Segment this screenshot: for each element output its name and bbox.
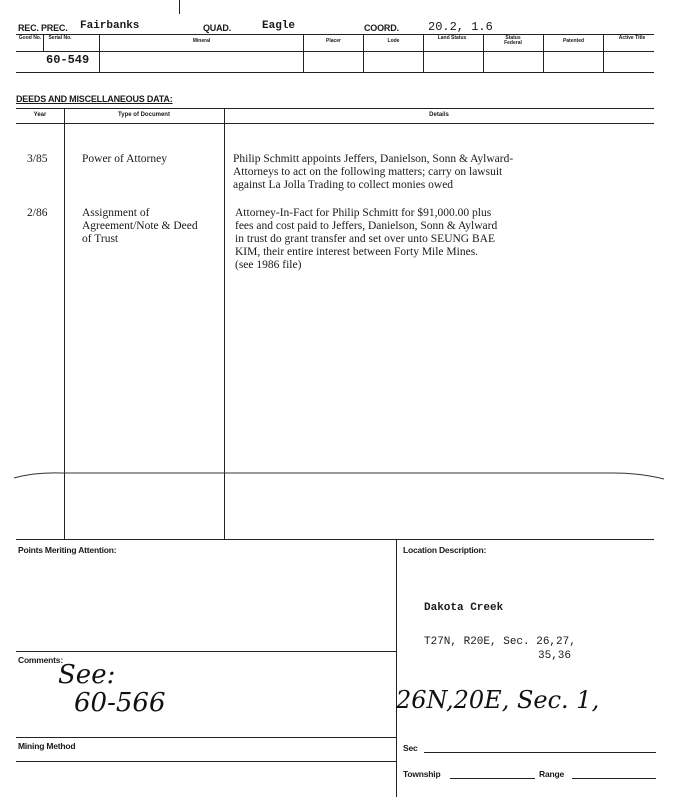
header-bottom-rule bbox=[16, 72, 654, 73]
coord-label: COORD. bbox=[364, 23, 399, 33]
col-active-title: Active Title bbox=[618, 35, 646, 41]
col-details: Details bbox=[429, 112, 449, 118]
comments-handwritten-ref: 60-566 bbox=[74, 688, 166, 718]
col-sep bbox=[423, 34, 424, 72]
range-field-line bbox=[572, 778, 656, 779]
section-label: Sec bbox=[403, 743, 418, 753]
entry-detail-line: Philip Schmitt appoints Jeffers, Danielson, Sonn & Aylward- bbox=[233, 153, 514, 165]
col-sep bbox=[43, 34, 44, 51]
rec-prec-label: REC. PREC. bbox=[18, 23, 68, 33]
entry-detail-line: (see 1986 file) bbox=[235, 259, 302, 271]
mining-method-label: Mining Method bbox=[18, 741, 76, 751]
entry-detail-line: Attorneys to act on the following matters; carry on lawsuit bbox=[233, 166, 503, 178]
mining-bottom-rule bbox=[16, 761, 396, 762]
quad-label: QUAD. bbox=[203, 23, 231, 33]
col-sep bbox=[483, 34, 484, 72]
deeds-section-title: DEEDS AND MISCELLANEOUS DATA: bbox=[16, 94, 173, 104]
points-meriting-label: Points Meriting Attention: bbox=[18, 545, 117, 555]
fold-line bbox=[0, 455, 678, 495]
location-description-label: Location Description: bbox=[403, 545, 487, 555]
township-label: Township bbox=[403, 769, 441, 779]
entry-type-line: Assignment of bbox=[82, 207, 150, 219]
quad-value: Eagle bbox=[262, 20, 296, 32]
entry-year: 3/85 bbox=[27, 153, 48, 165]
section-field-line bbox=[424, 752, 656, 753]
col-good-no: Good No. bbox=[18, 35, 42, 41]
header-rule bbox=[16, 34, 654, 35]
col-serial-no: Serial No. bbox=[48, 35, 72, 41]
entry-detail-line: KIM, their entire interest between Forty Mile Mines. bbox=[235, 246, 479, 258]
deeds-top-rule bbox=[16, 108, 654, 109]
col-status-federal: Status Federal bbox=[504, 35, 522, 46]
entry-type-line: Power of Attorney bbox=[82, 153, 167, 165]
location-line-2: 35,36 bbox=[538, 650, 572, 662]
col-type-of-document: Type of Document bbox=[118, 112, 170, 118]
entry-detail-line: fees and cost paid to Jeffers, Danielson, Sonn & Aylward bbox=[235, 220, 498, 232]
comments-rule bbox=[16, 651, 396, 652]
entry-detail-line: in trust do grant transfer and set over unto SEUNG BAE bbox=[235, 233, 495, 245]
entry-detail-line: against La Jolla Trading to collect monies owed bbox=[233, 179, 454, 191]
deeds-bottom-rule bbox=[16, 539, 654, 540]
location-line-1: T27N, R20E, Sec. 26,27, bbox=[424, 636, 576, 648]
col-land-status: Land Status bbox=[437, 35, 467, 41]
deeds-header-rule bbox=[16, 123, 654, 124]
col-year: Year bbox=[33, 112, 47, 118]
serial-number-value: 60-549 bbox=[46, 53, 90, 67]
range-label: Range bbox=[539, 769, 564, 779]
coord-value: 20.2, 1.6 bbox=[428, 20, 493, 34]
location-name: Dakota Creek bbox=[424, 602, 504, 614]
township-field-line bbox=[450, 778, 535, 779]
entry-type-line: Agreement/Note & Deed bbox=[82, 220, 198, 232]
entry-type-line: of Trust bbox=[82, 233, 119, 245]
tick-mark bbox=[179, 0, 180, 14]
col-patented: Patented bbox=[562, 38, 585, 44]
mining-rule bbox=[16, 737, 396, 738]
header-col-rule bbox=[16, 51, 654, 52]
col-lode: Lode bbox=[387, 38, 400, 44]
lower-col-sep bbox=[396, 539, 397, 797]
comments-label: Comments: bbox=[18, 655, 63, 665]
entry-year: 2/86 bbox=[27, 207, 48, 219]
entry-detail-line: Attorney-In-Fact for Philip Schmitt for $91,000.00 plus bbox=[235, 207, 492, 219]
comments-handwritten-see: See: bbox=[58, 660, 116, 690]
rec-prec-value: Fairbanks bbox=[80, 20, 140, 32]
col-mineral: Mineral bbox=[192, 38, 211, 44]
col-sep bbox=[603, 34, 604, 72]
col-placer: Placer bbox=[325, 38, 341, 44]
handwritten-location: 26N,20E, Sec. 1, bbox=[396, 686, 600, 714]
